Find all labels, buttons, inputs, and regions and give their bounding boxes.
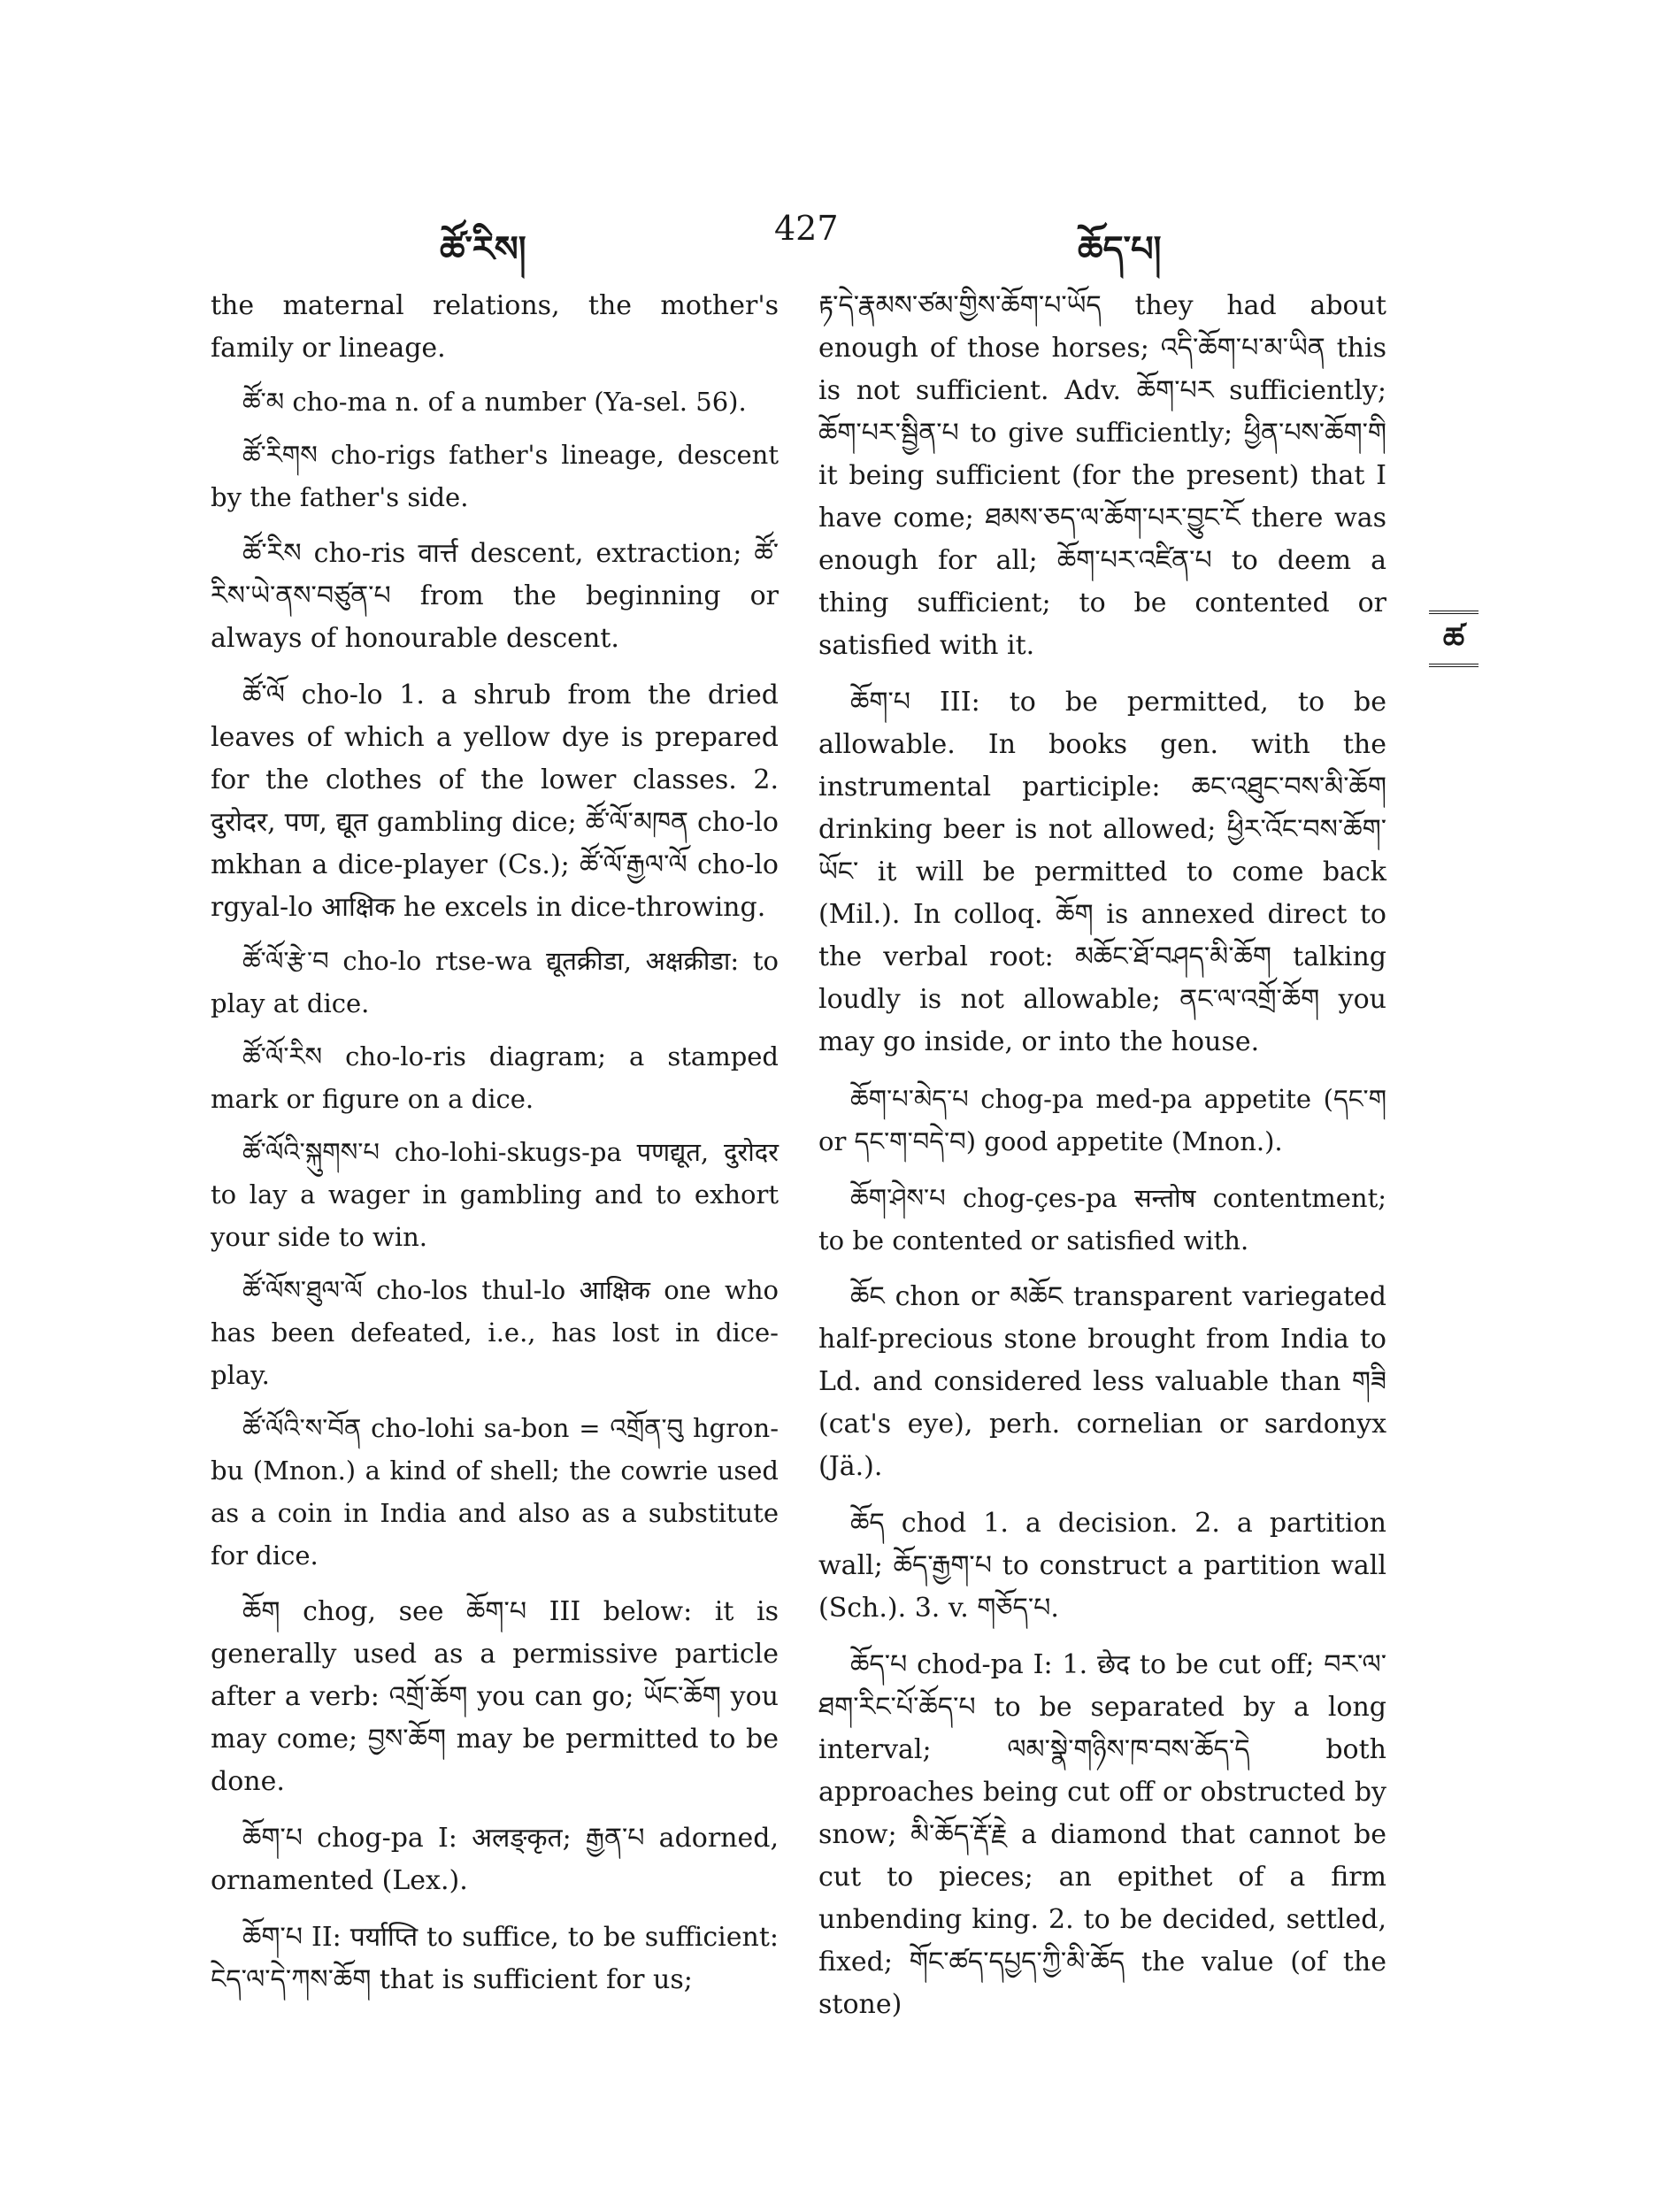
dictionary-entry: ཚོ་ལོ་རྩེ་བ cho-lo rtse-wa द्यूतक्रीडा, अक्षक्रीडा: to play at dice. [211,946,779,1018]
dictionary-entry: ཚོ་ལོས་ཐུལ་ལོ cho-los thul-lo आक्षिक one who has been defeated, i.e., has lost in dice-play. [211,1275,779,1390]
dictionary-entry: རྟ་དེ་རྣམས་ཙམ་གྱིས་ཆོག་པ་ཡོད they had about enough of those horses; འདི་ཆོག་པ་མ་ཡིན this is not sufficient. Adv. ཆོག་པར sufficiently; ཆོག་པར་སྦྱིན་པ to give sufficiently; ཕྱིན་པས་ཆོག་གི it being sufficient (for the present) that I have come; ཐམས་ཅད་ལ་ཆོག་པར་བྱུང་ངོ there was enough for all; ཆོག་པར་འཛིན་པ to deem a thing sufficient; to be contented or satisfied with it. [818,290,1386,661]
dictionary-entry: ཆོག་པ chog-pa I: अलङ्कृत; རྒྱན་པ adorned, ornamented (Lex.). [211,1823,779,1896]
dictionary-entry: ཚོ་ལོ cho-lo 1. a shrub from the dried leaves of which a yellow dye is prepared for the clothes of the lower classes. 2. दुरोदर, पण, द्यूत gambling dice; ཚོ་ལོ་མཁན cho-lo mkhan a dice-player (Cs.); ཚོ་ལོ་རྒྱལ་ལོ cho-lo rgyal-lo आक्षिक he excels in dice-throwing. [211,680,779,923]
dictionary-entry: ཆོག་པ III: to be permitted, to be allowable. In books gen. with the instrumental participle: ཆང་འཐུང་བས་མི་ཆོག drinking beer is not allowed; ཕྱིར་འོང་བས་ཆོག་ཡོང་ it will be permitted to come back (Mil.). In colloq. ཆོག is annexed direct to the verbal root: མཆོང་ཐོ་བཤད་མི་ཆོག talking loudly is not allowable; ནང་ལ་འགྲོ་ཆོག you may go inside, or into the house. [818,687,1386,1057]
dictionary-entry: ཚོ་ལོ་རིས cho-lo-ris diagram; a stamped mark or figure on a dice. [211,1041,779,1114]
right-headword: ཆོད་པ། [1078,228,1162,270]
thumb-index-tab: ཚ [1429,611,1479,667]
page-number: 427 [774,209,839,248]
dictionary-entry: the maternal relations, the mother's family or lineage. [211,290,779,364]
left-column [211,285,779,2012]
dictionary-entry: ཆོག་པ II: पर्याप्ति to suffice, to be sufficient: ངེད་ལ་དེ་ཀས་ཆོག that is sufficient for us; [211,1922,779,1995]
left-headword: ཚོ་རིས། [440,228,526,270]
dictionary-entry: ཚོ་རིས cho-ris वार्त्त descent, extraction; ཚོ་རིས་ཡེ་ནས་བཙུན་པ from the beginning or always of honourable descent. [211,538,779,654]
dictionary-entry: ཆོག་པ་མེད་པ chog-pa med-pa appetite (དང་ག or དང་ག་བདེ་བ) good appetite (Mnon.). [818,1084,1386,1156]
dictionary-entry: ཆོག་ཤེས་པ chog-çes-pa सन्तोष contentment; to be contented or satisfied with. [818,1183,1386,1256]
dictionary-entry: ཚོ་མ cho-ma n. of a number (Ya-sel. 56). [242,387,747,417]
dictionary-entry: ཚོ་ལོའི་ས་བོན cho-lohi sa-bon = འགྲོན་བུ hgron-bu (Mnon.) a kind of shell; the cowrie used as a coin in India and also as a substitute for dice. [211,1413,779,1571]
page-header [0,209,1659,270]
dictionary-entry: ཆོད་པ chod-pa I: 1. छेद to be cut off; བར་ལ་ཐག་རིང་པོ་ཆོད་པ to be separated by a long interval; ལམ་སྣེ་གཉིས་ཁ་བས་ཆོད་དེ both approaches being cut off or obstructed by snow; མི་ཆོད་རྡོ་རྗེ a diamond that cannot be cut to pieces; an epithet of a firm unbending king. 2. to be decided, settled, fixed; གོང་ཚད་དཔྱད་ཀྱི་མི་ཆོད the value (of the stone) [818,1649,1386,2020]
dictionary-entry: ཆོང chon or མཆོང transparent variegated half-precious stone brought from India to Ld. and considered less valuable than གཟི (cat's eye), perh. cornelian or sardonyx (Jä.). [818,1281,1386,1482]
right-column [818,285,1386,2037]
dictionary-entry: ཚོ་རིགས cho-rigs father's lineage, descent by the father's side. [211,440,779,512]
dictionary-entry: ཆོག chog, see ཆོག་པ III below: it is generally used as a permissive particle after a verb: འགྲོ་ཆོག you can go; ཡོང་ཆོག you may come; བྱས་ཆོག may be permitted to be done. [211,1596,779,1797]
dictionary-entry: ཆོད chod 1. a decision. 2. a partition wall; ཆོད་རྒྱག་པ to construct a partition wall (Sch.). 3. v. གཅོད་པ. [818,1508,1386,1624]
dictionary-entry: ཚོ་ལོའི་སྐུགས་པ cho-lohi-skugs-pa पणद्यूत, दुरोदर to lay a wager in gambling and to exhort your side to win. [211,1137,779,1252]
